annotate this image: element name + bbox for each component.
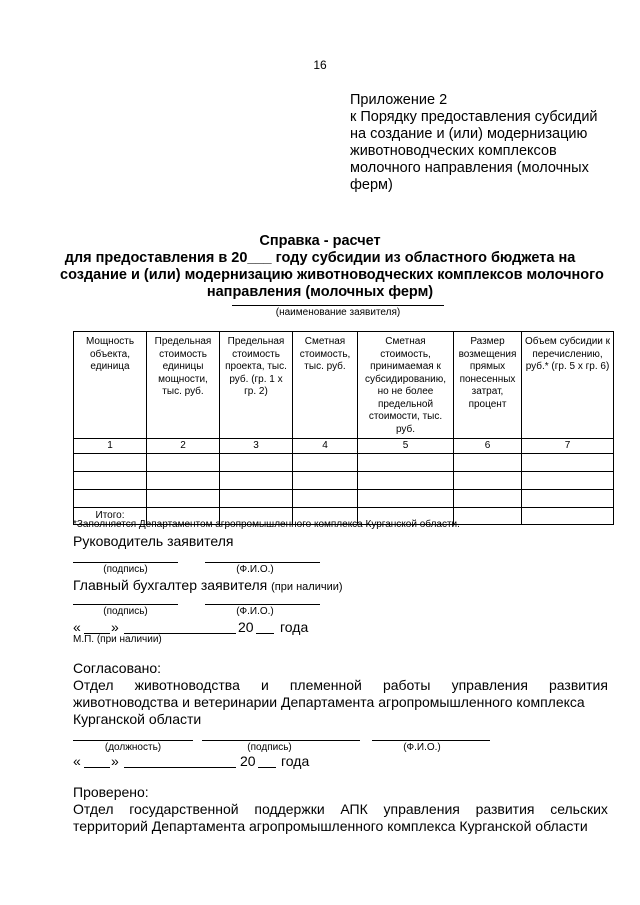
- date-close-quote: »: [111, 619, 119, 635]
- agreed-fio-line: [372, 740, 490, 741]
- agreed-label: Согласовано:: [73, 660, 162, 676]
- appendix-line: к Порядку предоставления субсидий: [350, 109, 598, 125]
- date-year-line: [256, 633, 274, 634]
- total-label: Итого:: [74, 508, 147, 525]
- checked-department-line: Отдел государственной поддержки АПК управления развития сельских: [73, 801, 608, 817]
- table-header-cell: Размер возмещения прямых понесенных затрат, процент: [454, 332, 522, 439]
- appendix-line: на создание и (или) модернизацию: [350, 126, 588, 142]
- accountant-signature-line: [73, 604, 178, 605]
- title-line: создание и (или) модернизацию животноводческих комплексов молочного: [60, 267, 604, 283]
- head-fio-caption: (Ф.И.О.): [236, 564, 274, 575]
- checked-label: Проверено:: [73, 784, 149, 800]
- title-line: Справка - расчет: [259, 233, 381, 249]
- agreed-department-line: Курганской области: [73, 711, 202, 727]
- appendix-line: ферм): [350, 177, 393, 193]
- applicant-name-line: [232, 305, 444, 306]
- accountant-fio-caption: (Ф.И.О.): [236, 606, 274, 617]
- title-line: для предоставления в 20___ году субсидии из областного бюджета на: [64, 250, 576, 266]
- date-year-prefix: 20: [238, 619, 254, 635]
- accountant-note: (при наличии): [271, 581, 343, 593]
- appendix-line: молочного направления (молочных: [350, 160, 589, 176]
- date-open-quote: «: [73, 619, 81, 635]
- table-row: [74, 472, 614, 490]
- document-title: [60, 233, 604, 301]
- stamp-note: М.П. (при наличии): [73, 634, 162, 645]
- column-number: 7: [522, 439, 614, 454]
- table-header-row: [74, 332, 614, 439]
- date-month-line: [124, 767, 236, 768]
- date-year-line: [258, 767, 276, 768]
- date-open-quote: «: [73, 753, 81, 769]
- table-header-cell: Мощность объекта, единица: [74, 332, 147, 439]
- accountant-title: Главный бухгалтер заявителя: [73, 577, 268, 593]
- agreed-position-line: [73, 740, 193, 741]
- table-row: [74, 454, 614, 472]
- agreed-position-caption: (должность): [104, 742, 162, 753]
- table-column-numbers-row: [74, 439, 614, 454]
- date-year-prefix: 20: [240, 753, 256, 769]
- title-line: направления (молочных ферм): [206, 284, 434, 300]
- agreed-signature-line: [202, 740, 360, 741]
- date-close-quote: »: [111, 753, 119, 769]
- column-number: 4: [293, 439, 358, 454]
- accountant-signature-label: [73, 577, 343, 593]
- table-header-cell: Предельная стоимость единицы мощности, тыс. руб.: [147, 332, 220, 439]
- head-signature-label: Руководитель заявителя: [73, 533, 234, 549]
- accountant-signature-caption: (подпись): [103, 606, 148, 617]
- head-signature-line: [73, 562, 178, 563]
- date-year-suffix: года: [281, 753, 310, 769]
- agreed-signature-caption: (подпись): [247, 742, 292, 753]
- column-number: 6: [454, 439, 522, 454]
- table-header-cell: Сметная стоимость, принимаемая к субсидированию, но не более предельной стоимости, тыс. руб.: [358, 332, 454, 439]
- accountant-fio-line: [205, 604, 320, 605]
- appendix-reference: [350, 92, 610, 194]
- footnote: *Заполняется Департаментом агропромышленного комплекса Курганской области.: [73, 519, 460, 530]
- table-header-cell: Предельная стоимость проекта, тыс. руб. (гр. 1 x гр. 2): [220, 332, 293, 439]
- table-header-cell: Сметная стоимость, тыс. руб.: [293, 332, 358, 439]
- column-number: 2: [147, 439, 220, 454]
- agreed-department-line: Отдел животноводства и племенной работы управления развития: [73, 677, 608, 693]
- head-signature-caption: (подпись): [103, 564, 148, 575]
- date-year-suffix: года: [280, 619, 309, 635]
- appendix-line: животноводческих комплексов: [350, 143, 557, 159]
- checked-department-line: территорий Департамента агропромышленного комплекса Курганской области: [73, 818, 588, 834]
- applicant-name-caption: (наименование заявителя): [275, 307, 401, 318]
- column-number: 1: [74, 439, 147, 454]
- column-number: 5: [358, 439, 454, 454]
- table-header-cell: Объем субсидии к перечислению, руб.* (гр. 5 x гр. 6): [522, 332, 614, 439]
- page-number: 16: [313, 58, 327, 72]
- agreed-department-line: животноводства и ветеринарии Департамента агропромышленного комплекса: [73, 694, 585, 710]
- appendix-line: Приложение 2: [350, 92, 448, 108]
- table-row: [74, 490, 614, 508]
- calculation-table: [73, 331, 614, 525]
- column-number: 3: [220, 439, 293, 454]
- agreed-fio-caption: (Ф.И.О.): [403, 742, 441, 753]
- head-fio-line: [205, 562, 320, 563]
- date-day-line: [84, 767, 110, 768]
